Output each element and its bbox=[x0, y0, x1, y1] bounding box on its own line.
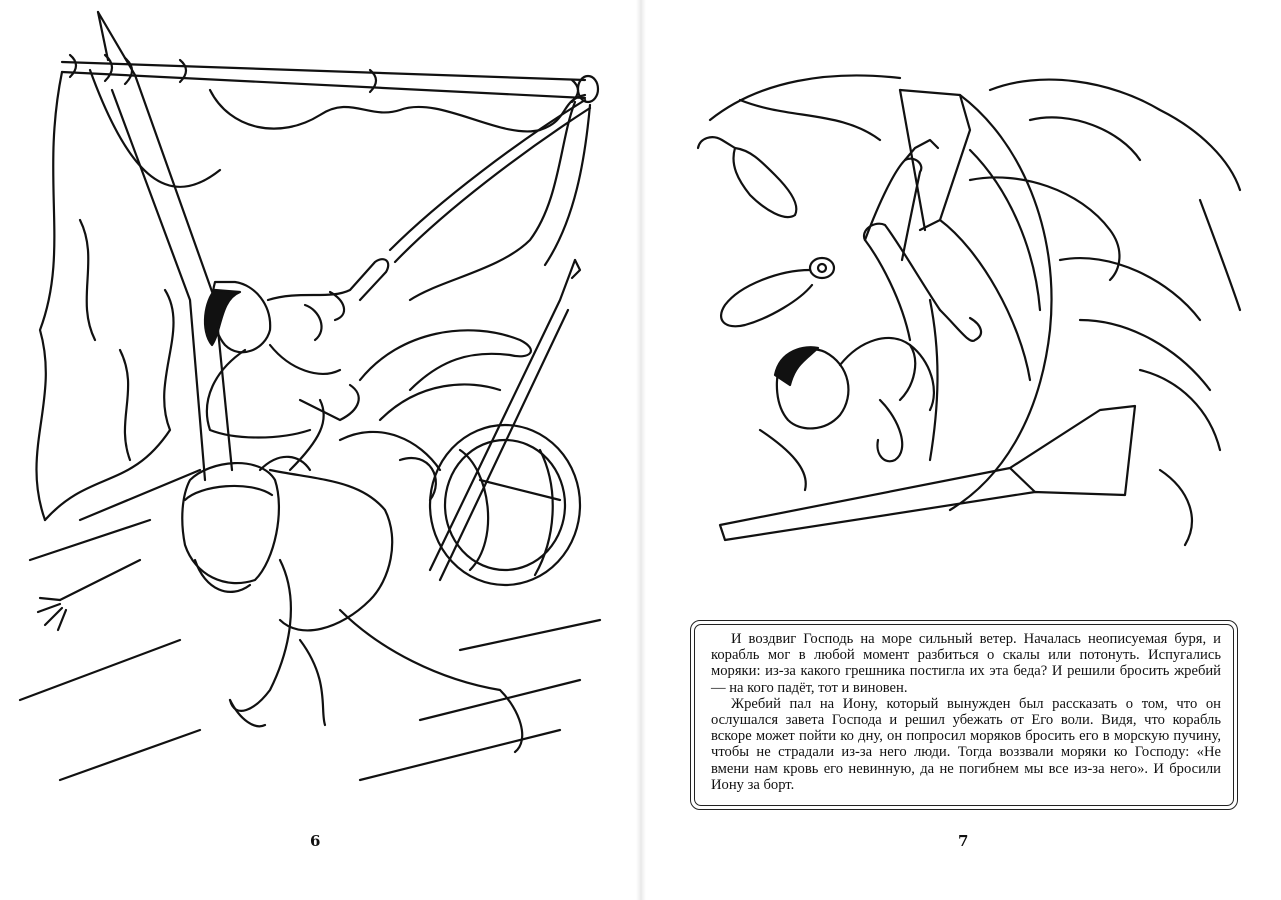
page-number: 7 bbox=[958, 832, 969, 850]
right-page bbox=[640, 0, 1281, 900]
barrel bbox=[430, 425, 580, 585]
broken-spar bbox=[430, 260, 580, 580]
left-page bbox=[0, 0, 640, 900]
oar-bottom bbox=[720, 406, 1135, 540]
oar-top bbox=[698, 137, 796, 217]
sailor-top bbox=[205, 259, 388, 437]
story-text-inner-border bbox=[694, 624, 1234, 806]
ropes bbox=[390, 100, 590, 300]
story-text-box bbox=[690, 620, 1238, 810]
oar-middle bbox=[721, 258, 834, 326]
story-paragraph-2 bbox=[711, 696, 1221, 793]
story-paragraph-1-text: И воздвиг Господь на море сильный ветер. Началась неописуемая буря, и корабль мог в любой момент разбиться о скалы или потонуть. Испугались моряки: из-за какого грешника постигла их эта беда? И решили бросить жребий — на кого падёт, тот и виновен. bbox=[711, 631, 1221, 696]
page-number: 6 bbox=[310, 832, 321, 850]
sailor-fallen bbox=[38, 457, 522, 752]
boat bbox=[900, 90, 1052, 510]
storm-ship-illustration bbox=[0, 0, 640, 820]
story-paragraph-1 bbox=[711, 631, 1221, 696]
jonah-overboard-illustration bbox=[640, 0, 1281, 610]
story-paragraph-2-text: Жребий пал на Иону, который вынужден был рассказать о том, что он ослушался завета Господа и решил убежать от Его воли. Видя, что корабль вскоре может пойти ко дну, он попросил моряков бросить его в морскую пучину, чтобы не страдали из-за него люди. Тогда воззвали моряки ко Господу: «Не вмени нам кровь его невинную, да не погибнем мы все из-за него». И бросили Иону за борт. bbox=[711, 695, 1221, 793]
